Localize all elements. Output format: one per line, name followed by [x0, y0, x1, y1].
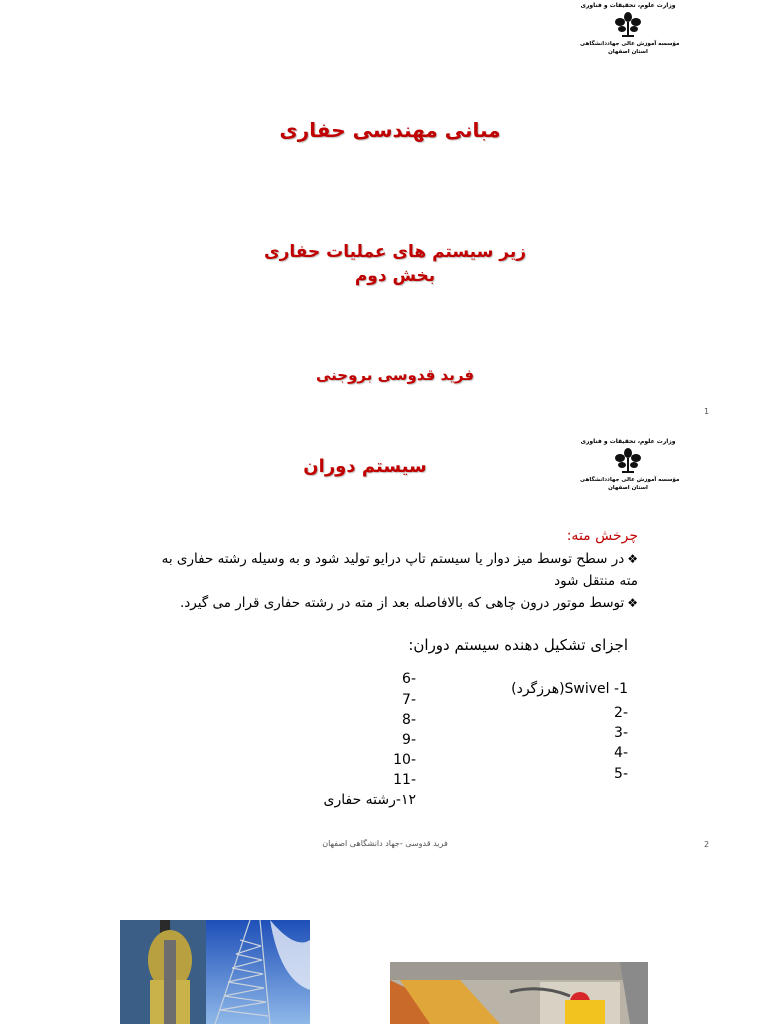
bullet-text: توسط موتور درون چاهی که بالافاصله بعد از مته در رشته حفاری قرار می گیرد.: [179, 595, 625, 611]
component-item-12: ۱۲-رشته حفاری: [323, 792, 416, 808]
leaf-emblem-icon: [612, 448, 644, 474]
logo-institute-text: مؤسسه آموزش عالی جهاددانشگاهی: [580, 41, 680, 47]
component-item-10: -10: [393, 752, 416, 768]
subtitle-line-2: بخش دوم: [354, 266, 436, 286]
component-item-9: -9: [402, 732, 416, 748]
component-item-1: 1- Swivel(هرزگرد): [511, 681, 628, 697]
logo-province-text: استان اصفهان: [608, 485, 648, 491]
rotation-intro: چرخش مته:: [566, 528, 638, 544]
bullet-text: در سطح توسط میز دوار یا سیستم تاپ درایو تولید شود و به وسیله رشته حفاری به مته منتقل شود: [161, 551, 638, 589]
diamond-bullet-icon: ❖: [627, 596, 638, 610]
institute-logo: [580, 2, 680, 56]
component-item-3: -3: [614, 725, 628, 741]
logo-ministry-text: وزارت علوم، تحقیقات و فناوری: [580, 438, 676, 445]
logo-province-text: استان اصفهان: [608, 49, 648, 55]
slide2-title: سیستم دوران: [303, 456, 427, 477]
rotary-table-photo: [390, 962, 648, 1024]
page-number-2: 2: [704, 840, 710, 849]
institute-logo-2: [580, 438, 680, 492]
leaf-emblem-icon: [612, 12, 644, 38]
components-heading: اجزای تشکیل دهنده سیستم دوران:: [408, 636, 628, 654]
component-item-6: -6: [402, 671, 416, 687]
subtitle-line-1: زیر سیستم های عملیات حفاری: [264, 242, 526, 262]
drilling-rig-photo: [120, 920, 310, 1024]
component-item-4: -4: [614, 745, 628, 761]
component-item-7: -7: [402, 692, 416, 708]
component-item-11: -11: [393, 772, 416, 788]
component-item-5: -5: [614, 766, 628, 782]
component-item-8: -8: [402, 712, 416, 728]
slide2-footer: فرید قدوسی -جهاد دانشگاهی اصفهان: [322, 839, 448, 848]
bullet-item: [150, 592, 638, 614]
component-item-2: -2: [614, 705, 628, 721]
logo-institute-text: مؤسسه آموزش عالی جهاددانشگاهی: [580, 477, 680, 483]
page-number-1: 1: [704, 407, 710, 416]
bullet-item: [150, 548, 638, 592]
course-title: مبانی مهندسی حفاری: [279, 118, 501, 142]
author-name: فرید قدوسی بروجنی: [315, 366, 475, 384]
diamond-bullet-icon: ❖: [627, 552, 638, 566]
logo-ministry-text: وزارت علوم، تحقیقات و فناوری: [580, 2, 676, 9]
